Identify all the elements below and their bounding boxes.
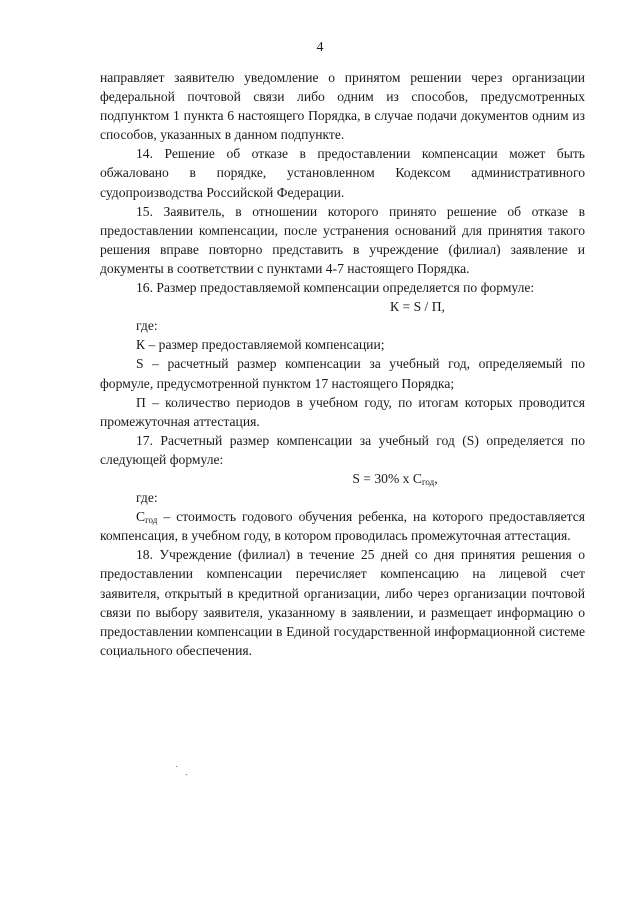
paragraph-17: 17. Расчетный размер компенсации за учебный год (S) определяется по следующей формуле:: [100, 432, 585, 467]
paragraph-16: 16. Размер предоставляемой компенсации определяется по формуле:: [136, 280, 535, 296]
formula-annual-end: ,: [434, 470, 438, 486]
definition-c-symbol: С: [136, 509, 146, 525]
formula-annual-subscript: год: [421, 476, 435, 487]
definition-k: К – размер предоставляемой компенсации;: [136, 337, 385, 353]
definition-s: S – расчетный размер компенсации за учебный год, определяемый по формуле, предусмотренной пунктом 17 настоящего Порядка;: [100, 356, 585, 391]
definition-c-subscript: год: [145, 515, 158, 526]
where-label-1: где:: [136, 318, 158, 334]
formula-annual-compensation: [100, 469, 585, 488]
definition-p: П – количество периодов в учебном году, по итогам которых проводится промежуточная аттестация.: [100, 394, 585, 429]
page-number: 4: [316, 40, 324, 55]
where-label-2: где:: [136, 490, 158, 506]
formula-compensation: К = S / П,: [390, 299, 445, 315]
document-body: [100, 68, 585, 660]
scan-artifact: ˙ ˎ: [175, 765, 191, 776]
paragraph-continuation: направляет заявителю уведомление о принятом решении через организации федеральной почтовой связи либо одним из способов, предусмотренных подпунктом 1 пункта 6 настоящего Порядка, в случае подачи документов одним из способов, указанных в данном подпункте.: [100, 70, 585, 143]
paragraph-14: 14. Решение об отказе в предоставлении компенсации может быть обжаловано в порядке, установленном Кодексом административного судопроизводства Российской Федерации.: [100, 146, 585, 200]
definition-c: [100, 507, 585, 545]
paragraph-18: 18. Учреждение (филиал) в течение 25 дней со дня принятия решения о предоставлении компенсации перечисляет компенсацию на лицевой счет заявителя, открытый в кредитной организации, либо через организации почтовой связи по выбору заявителя, указанному в заявлении, и размещает информацию о предоставлении компенсации в Единой государственной информационной системе социального обеспечения.: [100, 547, 585, 658]
formula-annual-main: S = 30% х С: [352, 470, 422, 486]
definition-c-text: – стоимость годового обучения ребенка, на которого предоставляется компенсация, в учебном году, в котором проводилась промежуточная аттестация.: [100, 509, 585, 544]
paragraph-15: 15. Заявитель, в отношении которого принято решение об отказе в предоставлении компенсации, после устранения оснований для принятия такого решения вправе повторно представить в учреждение (филиал) заявление и документы в соответствии с пунктами 4-7 настоящего Порядка.: [100, 203, 585, 276]
